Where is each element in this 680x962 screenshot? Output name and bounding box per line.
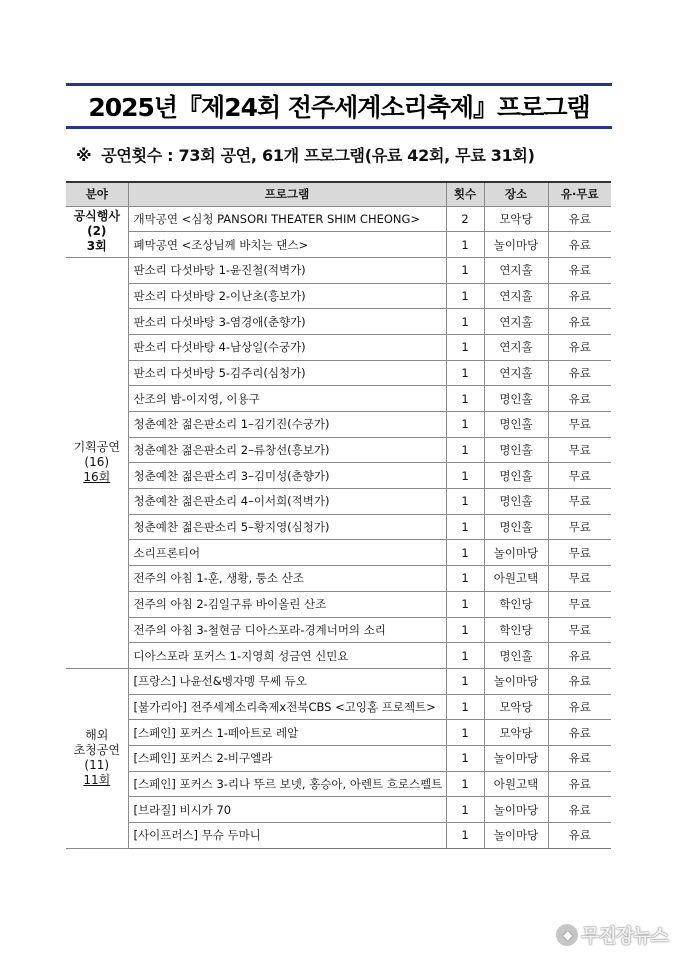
table-row	[66, 360, 611, 386]
reference-mark: ※	[76, 146, 92, 165]
header-count: 횟수	[446, 182, 484, 206]
table-row	[66, 566, 611, 592]
table-row	[66, 668, 611, 694]
program-cell: 디아스포라 포커스 1-지영희 성금연 신민요	[128, 643, 446, 669]
category-cell	[66, 257, 128, 668]
venue-cell: 놀이마당	[484, 823, 548, 849]
table-row	[66, 694, 611, 720]
fee-cell: 유료	[548, 797, 611, 823]
venue-cell: 명인홀	[484, 643, 548, 669]
venue-cell: 연지홀	[484, 283, 548, 309]
category-line: 해외	[85, 728, 109, 743]
header-venue: 장소	[484, 182, 548, 206]
table-row	[66, 771, 611, 797]
venue-cell: 놀이마당	[484, 797, 548, 823]
venue-cell: 연지홀	[484, 309, 548, 335]
fee-cell: 유료	[548, 643, 611, 669]
fee-cell: 무료	[548, 566, 611, 592]
venue-cell: 놀이마당	[484, 668, 548, 694]
count-cell: 1	[446, 823, 484, 849]
header-category: 분야	[66, 182, 128, 206]
venue-cell: 명인홀	[484, 463, 548, 489]
program-cell: [사이프러스] 무슈 두마니	[128, 823, 446, 849]
count-cell: 1	[446, 797, 484, 823]
fee-cell: 유료	[548, 360, 611, 386]
program-cell: 판소리 다섯바탕 4-남상일(수궁가)	[128, 334, 446, 360]
count-cell: 1	[446, 386, 484, 412]
program-cell: 전주의 아침 3-철현금 디아스포라-경계너머의 소리	[128, 617, 446, 643]
venue-cell: 학인당	[484, 591, 548, 617]
program-cell: 판소리 다섯바탕 3-염경애(춘향가)	[128, 309, 446, 335]
program-cell: 청춘예찬 젊은판소리 2–류창선(흥보가)	[128, 437, 446, 463]
fee-cell: 유료	[548, 232, 611, 258]
program-cell: 개막공연 <심청 PANSORI THEATER SHIM CHEONG>	[128, 206, 446, 232]
table-row	[66, 437, 611, 463]
program-cell: 판소리 다섯바탕 5-김주리(심청가)	[128, 360, 446, 386]
program-cell: 전주의 아침 2-김일구류 바이올린 산조	[128, 591, 446, 617]
program-cell: [프랑스] 나윤선&벵자멩 무쎄 듀오	[128, 668, 446, 694]
table-row	[66, 643, 611, 669]
fee-cell: 무료	[548, 591, 611, 617]
category-cell	[66, 206, 128, 257]
program-cell: 청춘예찬 젊은판소리 5–황지영(심청가)	[128, 514, 446, 540]
table-row	[66, 591, 611, 617]
page-title: 2025년『제24회 전주세계소리축제』프로그램	[88, 93, 590, 122]
table-row	[66, 412, 611, 438]
count-cell: 1	[446, 412, 484, 438]
venue-cell: 연지홀	[484, 257, 548, 283]
table-row	[66, 514, 611, 540]
program-cell: 청춘예찬 젊은판소리 4–이서희(적벽가)	[128, 489, 446, 515]
category-line: (2)	[87, 224, 107, 239]
program-cell: 판소리 다섯바탕 2-이난초(흥보가)	[128, 283, 446, 309]
fee-cell: 무료	[548, 489, 611, 515]
watermark	[556, 921, 668, 948]
count-cell: 1	[446, 257, 484, 283]
table-row	[66, 797, 611, 823]
count-cell: 1	[446, 720, 484, 746]
program-cell: 폐막공연 <조상님께 바치는 댄스>	[128, 232, 446, 258]
table-row	[66, 334, 611, 360]
fee-cell: 유료	[548, 823, 611, 849]
category-line: 3회	[86, 239, 107, 254]
venue-cell: 명인홀	[484, 489, 548, 515]
count-cell: 1	[446, 771, 484, 797]
count-cell: 1	[446, 232, 484, 258]
venue-cell: 연지홀	[484, 360, 548, 386]
fee-cell: 무료	[548, 617, 611, 643]
venue-cell: 아원고택	[484, 566, 548, 592]
category-line: 공식행사	[73, 209, 120, 224]
count-cell: 1	[446, 566, 484, 592]
fee-cell: 유료	[548, 206, 611, 232]
summary-text: 공연횟수 : 73회 공연, 61개 프로그램(유료 42회, 무료 31회)	[101, 146, 535, 165]
venue-cell: 놀이마당	[484, 745, 548, 771]
table-row	[66, 309, 611, 335]
table-row	[66, 617, 611, 643]
program-cell: [브라질] 비시가 70	[128, 797, 446, 823]
venue-cell: 모악당	[484, 694, 548, 720]
table-row	[66, 283, 611, 309]
count-cell: 2	[446, 206, 484, 232]
fee-cell: 유료	[548, 309, 611, 335]
fee-cell: 유료	[548, 771, 611, 797]
fee-cell: 유료	[548, 386, 611, 412]
program-cell: 판소리 다섯바탕 1-윤진철(적벽가)	[128, 257, 446, 283]
fee-cell: 유료	[548, 694, 611, 720]
program-table-body	[66, 206, 611, 848]
fee-cell: 무료	[548, 412, 611, 438]
venue-cell: 명인홀	[484, 386, 548, 412]
table-row	[66, 745, 611, 771]
table-row	[66, 720, 611, 746]
venue-cell: 놀이마당	[484, 540, 548, 566]
program-table	[66, 181, 611, 849]
count-cell: 1	[446, 617, 484, 643]
count-cell: 1	[446, 694, 484, 720]
category-line: (16)	[84, 455, 110, 470]
count-cell: 1	[446, 334, 484, 360]
fee-cell: 무료	[548, 540, 611, 566]
venue-cell: 아원고택	[484, 771, 548, 797]
table-row	[66, 823, 611, 849]
venue-cell: 명인홀	[484, 412, 548, 438]
header-row	[66, 182, 611, 206]
program-cell: 청춘예찬 젊은판소리 1–김기진(수궁가)	[128, 412, 446, 438]
program-cell: [스페인] 포커스 2-비구엘라	[128, 745, 446, 771]
count-cell: 1	[446, 463, 484, 489]
watermark-logo-icon: ◆	[556, 924, 578, 946]
category-cell	[66, 668, 128, 848]
count-cell: 1	[446, 283, 484, 309]
count-cell: 1	[446, 360, 484, 386]
header-program: 프로그램	[128, 182, 446, 206]
fee-cell: 유료	[548, 257, 611, 283]
count-cell: 1	[446, 309, 484, 335]
header-fee: 유·무료	[548, 182, 611, 206]
table-row	[66, 540, 611, 566]
count-cell: 1	[446, 643, 484, 669]
title-box	[66, 83, 612, 129]
table-row	[66, 257, 611, 283]
category-line: 11회	[83, 773, 111, 788]
fee-cell: 무료	[548, 514, 611, 540]
table-row	[66, 489, 611, 515]
fee-cell: 유료	[548, 745, 611, 771]
table-row	[66, 206, 611, 232]
program-cell: [불가리아] 전주세계소리축제x전북CBS <고잉홈 프로젝트>	[128, 694, 446, 720]
program-cell: 소리프론티어	[128, 540, 446, 566]
table-row	[66, 463, 611, 489]
count-cell: 1	[446, 489, 484, 515]
fee-cell: 유료	[548, 668, 611, 694]
count-cell: 1	[446, 591, 484, 617]
table-row	[66, 386, 611, 412]
venue-cell: 명인홀	[484, 514, 548, 540]
count-cell: 1	[446, 540, 484, 566]
fee-cell: 무료	[548, 463, 611, 489]
program-cell: 전주의 아침 1-훈, 생황, 퉁소 산조	[128, 566, 446, 592]
count-cell: 1	[446, 514, 484, 540]
venue-cell: 학인당	[484, 617, 548, 643]
venue-cell: 놀이마당	[484, 232, 548, 258]
category-line: 기획공연	[73, 440, 120, 455]
program-cell: 산조의 밤-이지영, 이용구	[128, 386, 446, 412]
venue-cell: 연지홀	[484, 334, 548, 360]
program-cell: 청춘예찬 젊은판소리 3–김미성(춘향가)	[128, 463, 446, 489]
category-line: (11)	[84, 758, 110, 773]
fee-cell: 무료	[548, 437, 611, 463]
fee-cell: 유료	[548, 720, 611, 746]
program-cell: [스페인] 포커스 1-떼아트로 레알	[128, 720, 446, 746]
venue-cell: 모악당	[484, 720, 548, 746]
summary-line	[76, 143, 535, 166]
table-row	[66, 232, 611, 258]
category-line: 16회	[83, 470, 111, 485]
venue-cell: 명인홀	[484, 437, 548, 463]
fee-cell: 유료	[548, 283, 611, 309]
program-cell: [스페인] 포커스 3-리나 뚜르 보넷, 홍승아, 아렌트 흐로스펠트	[128, 771, 446, 797]
count-cell: 1	[446, 668, 484, 694]
count-cell: 1	[446, 745, 484, 771]
category-line: 초청공연	[73, 743, 120, 758]
watermark-text: 무진장뉴스	[581, 925, 668, 947]
venue-cell: 모악당	[484, 206, 548, 232]
fee-cell: 유료	[548, 334, 611, 360]
count-cell: 1	[446, 437, 484, 463]
